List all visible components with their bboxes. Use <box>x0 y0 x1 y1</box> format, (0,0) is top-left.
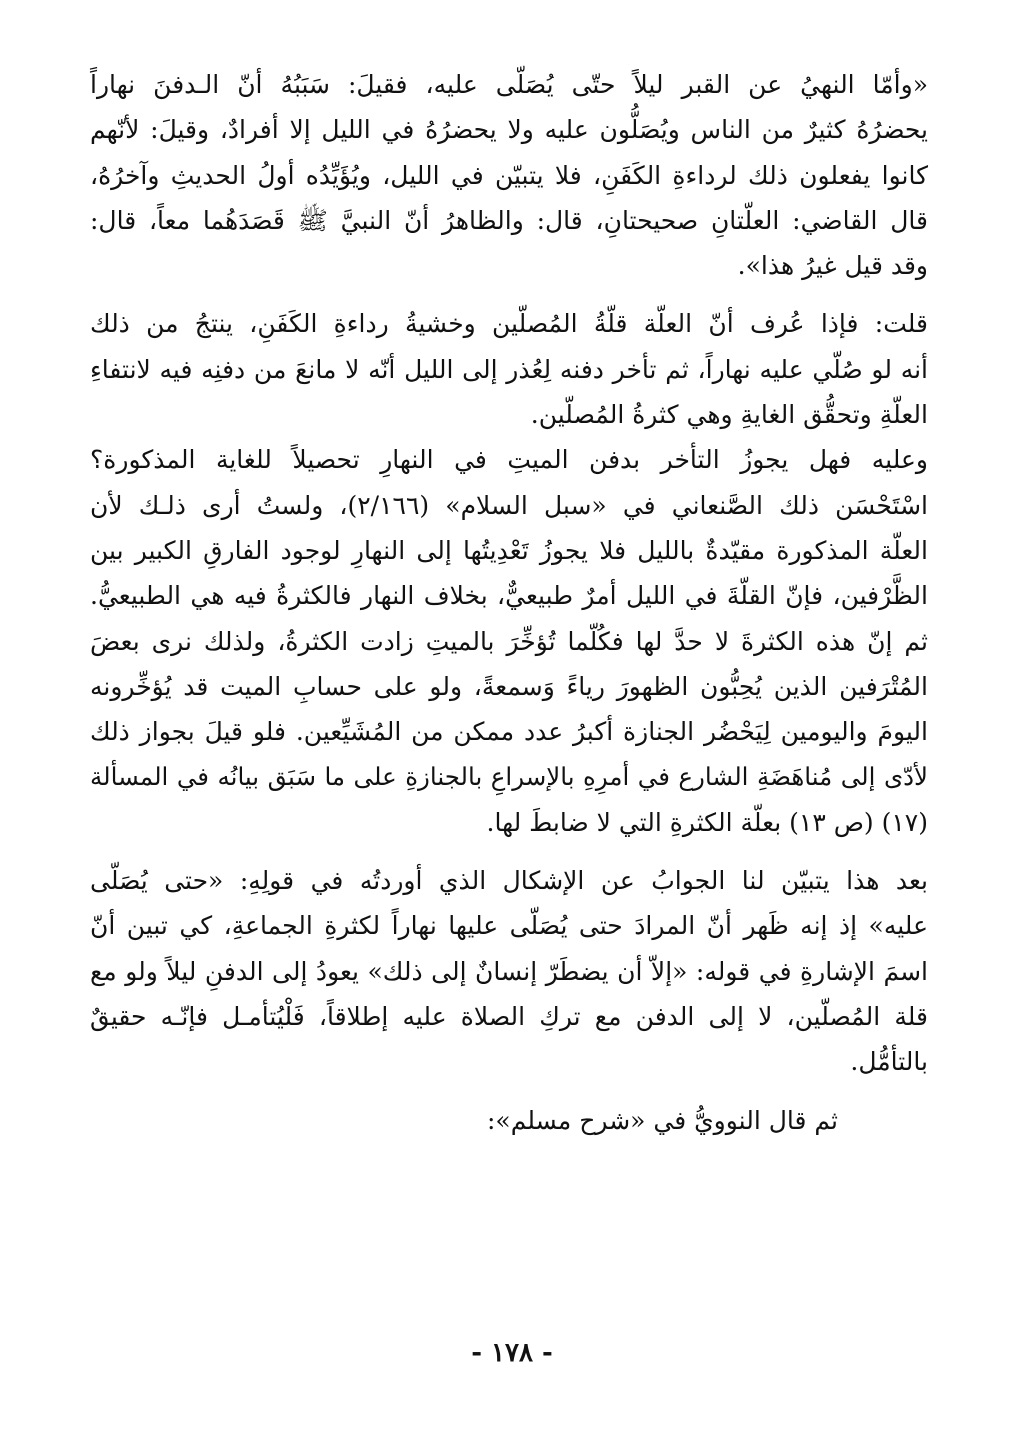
text-line: ثم إنّ هذه الكثرةَ لا حدَّ لها فكُلّما تُؤخِّرَ بالميتِ زادت الكثرةُ، ولذلك نرى بعضَ <box>90 626 928 656</box>
text-line: المُتْرَفين الذين يُحِبُّون الظهورَ رياءً وَسمعةً، ولو على حسابِ الميت قد يُؤخِّرونه <box>90 671 928 701</box>
text-line: قال القاضي: العلّتانِ صحيحتانِ، قال: والظاهرُ أنّ النبيَّ ﷺ قَصَدَهُما معاً، قال: <box>90 205 928 235</box>
text-line: كانوا يفعلون ذلك لرداءةِ الكَفَنِ، فلا يتبيّن في الليل، ويُؤَيِّدُه أولُ الحديثِ وآخرُهُ، <box>90 160 928 190</box>
text-line: وقد قيل غيرُ هذا». <box>737 251 928 281</box>
text-line: «وأمّا النهيُ عن القبر ليلاً حتّى يُصَلّى عليه، فقيلَ: سَبَبُهُ أنّ الـدفنَ نهاراً <box>90 70 928 99</box>
paragraph-delay-question <box>90 437 928 845</box>
text-line: اسْتَحْسَن ذلك الصَّنعاني في «سبل السلام» (٢/١٦٦)، ولستُ أرى ذلـك لأن <box>90 490 928 520</box>
text-line: عليه» إذ إنه ظَهر أنّ المرادَ حتى يُصَلّى عليها نهاراً لكثرةِ الجماعةِ، كي تبين أنّ <box>90 911 928 941</box>
paragraph-nawawi-quote <box>90 62 928 288</box>
text-line: العلّة المذكورة مقيّدةٌ بالليل فلا يجوزُ تَعْدِيتُها إلى النهارِ لوجود الفارقِ الكبير بين <box>90 535 928 565</box>
text-line: بالتأمُّل. <box>850 1047 928 1077</box>
paragraph-commentary <box>90 301 928 437</box>
paragraph-nawawi-intro <box>90 1098 928 1143</box>
text-line: ثم قال النوويُّ في «شرح مسلم»: <box>486 1105 838 1135</box>
text-line: الظَّرْفين، فإنّ القلّةَ في الليل أمرٌ طبيعيٌّ، بخلاف النهار فالكثرةُ فيه هي الطبيعيُّ. <box>90 581 928 611</box>
paragraph-gap <box>90 1085 928 1098</box>
paragraph-gap <box>90 845 928 858</box>
text-line: اسمَ الإشارةِ في قوله: «إلاّ أن يضطَرّ إنسانٌ إلى ذلك» يعودُ إلى الدفنِ ليلاً ولو مع <box>90 956 928 986</box>
text-line: أنه لو صُلّي عليه نهاراً، ثم تأخر دفنه لِعُذر إلى الليل أنّه لا مانعَ من دفنِه فيه لانتفاءِ <box>90 354 928 384</box>
paragraph-gap <box>90 288 928 301</box>
paragraph-conclusion <box>90 858 928 1084</box>
text-line: وعليه فهل يجوزُ التأخر بدفن الميتِ في النهارِ تحصيلاً للغاية المذكورة؟ <box>90 445 928 475</box>
text-line: قلت: فإذا عُرف أنّ العلّة قلّةُ المُصلّين وخشيةُ رداءةِ الكَفَنِ، ينتجُ من ذلك <box>90 309 928 339</box>
text-line: لأدّى إلى مُناهَضَةِ الشارع في أمرِهِ بالإسراعِ بالجنازةِ على ما سَبَق بيانُه في المسألة <box>90 762 928 792</box>
text-line: يحضرُهُ كثيرٌ من الناس ويُصَلُّون عليه ولا يحضرُهُ في الليل إلا أفرادٌ، وقيلَ: لأنّهم <box>90 115 928 145</box>
text-line: قلة المُصلّين، لا إلى الدفن مع تركِ الصلاة عليه إطلاقاً، فَلْيُتأمـل فإنّـه حقيقٌ <box>90 1001 928 1031</box>
text-line: العلّةِ وتحقُّق الغايةِ وهي كثرةُ المُصلّين. <box>530 400 928 430</box>
text-line: بعد هذا يتبيّن لنا الجوابُ عن الإشكال الذي أوردتُه في قولِهِ: «حتى يُصَلّى <box>90 866 928 896</box>
text-line: اليومَ واليومين لِيَحْضُر الجنازة أكبرُ عدد ممكن من المُشَيِّعين. فلو قيلَ بجواز ذلك <box>90 717 928 747</box>
page-number: - ١٧٨ - <box>471 1338 553 1368</box>
text-line: (١٧) (ص ١٣) بعلّة الكثرةِ التي لا ضابطَ لها. <box>486 807 928 837</box>
page-body <box>90 62 928 1370</box>
